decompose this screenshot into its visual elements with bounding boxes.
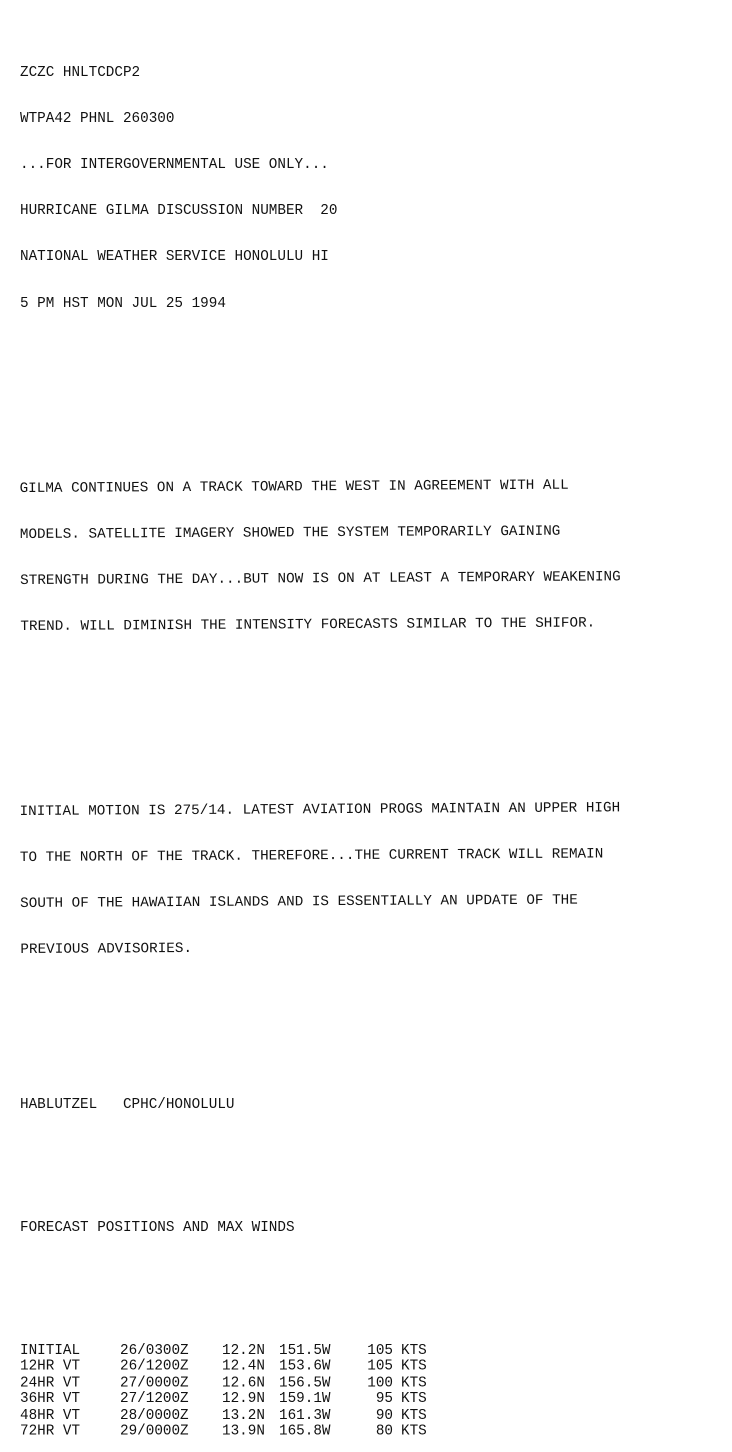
forecast-wind-unit: KTS xyxy=(401,1343,427,1360)
forecast-max-wind: 80 xyxy=(375,1423,393,1440)
forecast-longitude: 161.3W xyxy=(279,1407,331,1424)
bulletin-header xyxy=(20,35,725,343)
discussion-paragraph-1 xyxy=(19,446,725,666)
header-line-wmo-id: WTPA42 PHNL 260300 xyxy=(20,110,175,127)
forecast-max-wind: 90 xyxy=(375,1407,393,1424)
forecast-row xyxy=(20,1408,725,1423)
header-line-product-code: ZCZC HNLTCDCP2 xyxy=(20,64,141,81)
blank-line xyxy=(20,1036,725,1051)
forecast-time: 26/1200Z xyxy=(120,1359,189,1376)
teletype-document xyxy=(20,4,725,1452)
forecast-latitude: 12.2N xyxy=(222,1343,265,1360)
forecast-longitude: 159.1W xyxy=(279,1391,331,1408)
forecast-longitude: 151.5W xyxy=(279,1343,331,1360)
paragraph-line: MODELS. SATELLITE IMAGERY SHOWED THE SYSTEM TEMPORARILY GAINING xyxy=(19,523,561,543)
forecast-period-label: 36HR VT xyxy=(20,1391,81,1408)
forecast-heading: FORECAST POSITIONS AND MAX WINDS xyxy=(20,1219,295,1236)
forecast-latitude: 12.6N xyxy=(222,1375,265,1392)
forecast-period-label: 24HR VT xyxy=(20,1375,81,1392)
paragraph-line: PREVIOUS ADVISORIES. xyxy=(20,941,193,959)
forecaster-signature: HABLUTZEL CPHC/HONOLULU xyxy=(20,1096,235,1113)
header-line-distribution: ...FOR INTERGOVERNMENTAL USE ONLY... xyxy=(20,157,329,174)
forecast-time: 29/0000Z xyxy=(120,1423,189,1440)
forecast-longitude: 153.6W xyxy=(279,1359,331,1376)
header-line-title: HURRICANE GILMA DISCUSSION NUMBER 20 xyxy=(20,203,338,220)
paragraph-line: GILMA CONTINUES ON A TRACK TOWARD THE WEST IN AGREEMENT WITH ALL xyxy=(19,477,569,497)
forecast-row xyxy=(20,1424,725,1439)
forecast-wind-unit: KTS xyxy=(401,1391,427,1408)
forecast-max-wind: 105 xyxy=(367,1359,393,1376)
forecast-latitude: 12.9N xyxy=(222,1391,265,1408)
forecast-time: 27/1200Z xyxy=(120,1391,189,1408)
forecast-longitude: 165.8W xyxy=(279,1423,331,1440)
forecast-latitude: 12.4N xyxy=(222,1359,265,1376)
forecast-longitude: 156.5W xyxy=(279,1375,331,1392)
forecast-latitude: 13.9N xyxy=(222,1423,265,1440)
forecast-positions-table xyxy=(20,1343,725,1440)
blank-line xyxy=(20,713,725,728)
forecast-wind-unit: KTS xyxy=(401,1375,427,1392)
forecast-wind-unit: KTS xyxy=(401,1407,427,1424)
forecast-time: 28/0000Z xyxy=(120,1407,189,1424)
header-line-issue-time: 5 PM HST MON JUL 25 1994 xyxy=(20,295,226,312)
forecast-max-wind: 105 xyxy=(367,1343,393,1360)
discussion-paragraph-2 xyxy=(19,770,725,990)
blank-line xyxy=(20,1159,725,1174)
forecast-row xyxy=(20,1392,725,1407)
forecast-time: 26/0300Z xyxy=(120,1343,189,1360)
paragraph-line: STRENGTH DURING THE DAY...BUT NOW IS ON AT LEAST A TEMPORARY WEAKENING xyxy=(20,569,621,589)
forecast-wind-unit: KTS xyxy=(401,1423,427,1440)
forecast-latitude: 13.2N xyxy=(222,1407,265,1424)
paragraph-line: INITIAL MOTION IS 275/14. LATEST AVIATION PROGS MAINTAIN AN UPPER HIGH xyxy=(19,800,621,820)
blank-line xyxy=(20,389,725,404)
paragraph-line: TREND. WILL DIMINISH THE INTENSITY FORECASTS SIMILAR TO THE SHIFOR. xyxy=(20,615,596,636)
paragraph-line: TO THE NORTH OF THE TRACK. THEREFORE...THE CURRENT TRACK WILL REMAIN xyxy=(19,846,604,867)
blank-line xyxy=(20,1282,725,1297)
forecast-max-wind: 95 xyxy=(375,1391,393,1408)
forecast-time: 27/0000Z xyxy=(120,1375,189,1392)
forecast-row xyxy=(20,1344,725,1359)
forecast-period-label: 72HR VT xyxy=(20,1423,81,1440)
header-line-office: NATIONAL WEATHER SERVICE HONOLULU HI xyxy=(20,249,329,266)
forecast-row xyxy=(20,1376,725,1391)
paragraph-line: SOUTH OF THE HAWAIIAN ISLANDS AND IS ESSENTIALLY AN UPDATE OF THE xyxy=(20,892,578,913)
forecast-row xyxy=(20,1360,725,1375)
forecast-wind-unit: KTS xyxy=(401,1359,427,1376)
forecast-max-wind: 100 xyxy=(367,1375,393,1392)
forecast-period-label: INITIAL xyxy=(20,1343,81,1360)
forecast-period-label: 12HR VT xyxy=(20,1359,81,1376)
forecast-period-label: 48HR VT xyxy=(20,1407,81,1424)
